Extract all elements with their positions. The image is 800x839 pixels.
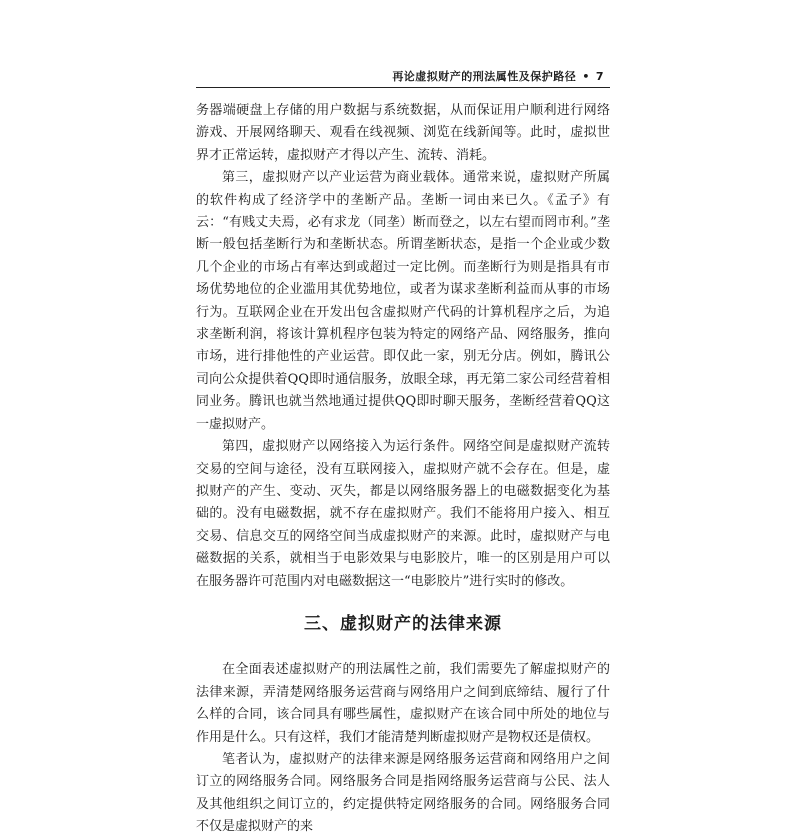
running-header <box>392 68 604 84</box>
body-text <box>196 100 610 839</box>
header-rule <box>196 87 610 88</box>
running-header-title: 再论虚拟财产的刑法属性及保护路径 <box>392 70 577 83</box>
paragraph: 笔者认为，虚拟财产的法律来源是网络服务运营商和网络用户之间订立的网络服务合同。网络服务合同是指网络服务运营商与公民、法人及其他组织之间订立的，约定提供特定网络服务的合同。网络服务合同不仅是虚拟财产的来 <box>196 751 610 835</box>
paragraph: 务器端硬盘上存储的用户数据与系统数据，从而保证用户顺利进行网络游戏、开展网络聊天、观看在线视频、浏览在线新闻等。此时，虚拟世界才正常运转，虚拟财产才得以产生、流转、消耗。 <box>196 103 610 163</box>
section-heading: 三、虚拟财产的法律来源 <box>304 613 502 634</box>
running-header-bullet: • <box>582 70 590 83</box>
page-number: 7 <box>595 70 604 83</box>
paragraph: 第三，虚拟财产以产业运营为商业载体。通常来说，虚拟财产所属的软件构成了经济学中的垄断产品。垄断一词由来已久。《孟子》有云：“有贱丈夫焉，必有求龙（同垄）断而登之，以左右望而罔市利。”垄断一般包括垄断行为和垄断状态。所谓垄断状态，是指一个企业或少数几个企业的市场占有率达到或超过一定比例。而垄断行为则是指具有市场优势地位的企业滥用其优势地位，或者为谋求垄断利益而从事的市场行为。互联网企业在开发出包含虚拟财产代码的计算机程序之后，为追求垄断利润，将该计算机程序包装为特定的网络产品、网络服务，推向市场，进行排他性的产业运营。即仅此一家，别无分店。例如，腾讯公司向公众提供着QQ即时通信服务，放眼全球，再无第二家公司经营着相同业务。腾讯也就当然地通过提供QQ即时聊天服务，垄断经营着QQ这一虚拟财产。 <box>196 170 610 432</box>
paragraph: 第四，虚拟财产以网络接入为运行条件。网络空间是虚拟财产流转交易的空间与途径，没有互联网接入，虚拟财产就不会存在。但是，虚拟财产的产生、变动、灭失，都是以网络服务器上的电磁数据变化为基础的。没有电磁数据，就不存在虚拟财产。我们不能将用户接入、相互交易、信息交互的网络空间当成虚拟财产的来源。此时，虚拟财产与电磁数据的关系，就相当于电影效果与电影胶片，唯一的区别是用户可以在服务器许可范围内对电磁数据这一“电影胶片”进行实时的修改。 <box>196 439 610 589</box>
paragraph: 在全面表述虚拟财产的刑法属性之前，我们需要先了解虚拟财产的法律来源，弄清楚网络服务运营商与网络用户之间到底缔结、履行了什么样的合同，该合同具有哪些属性，虚拟财产在该合同中所处的地位与作用是什么。只有这样，我们才能清楚判断虚拟财产是物权还是债权。 <box>196 662 610 745</box>
